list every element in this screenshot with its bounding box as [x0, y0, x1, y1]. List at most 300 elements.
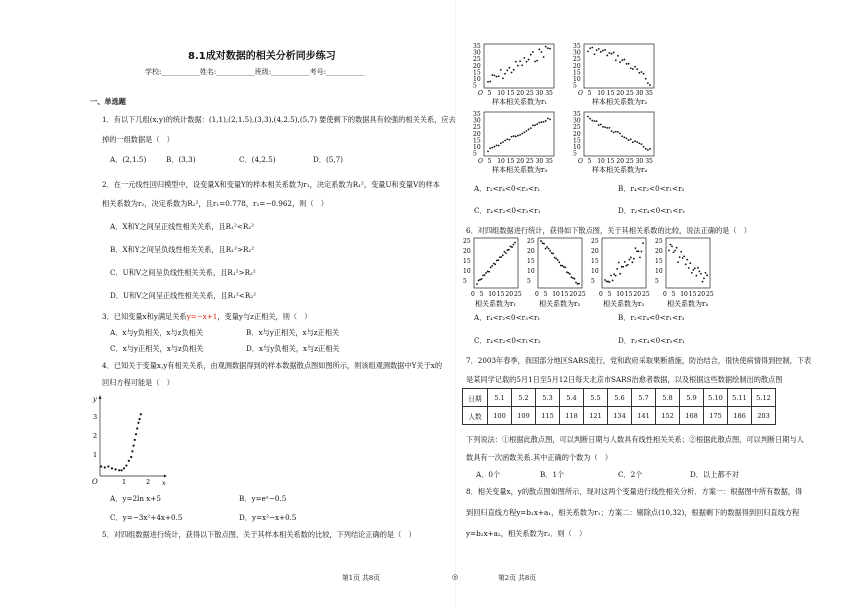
- q5-point: [628, 63, 630, 65]
- q6-panel-frame: [602, 238, 646, 288]
- q2-option-c[interactable]: C．U和V之间呈负线性相关关系，且R₁²>R₂²: [110, 268, 256, 277]
- q5-xtick: 10: [597, 90, 605, 97]
- q4-point: [128, 460, 130, 462]
- q5-point: [500, 142, 502, 144]
- q6-point: [502, 254, 504, 256]
- q5-panel-4: [573, 111, 654, 174]
- q4-point: [125, 464, 127, 466]
- q7-count-cell: 100: [488, 407, 512, 425]
- q6-xtick: 20: [569, 291, 578, 298]
- q4-point: [118, 469, 120, 471]
- q5-xtick: 5: [487, 90, 492, 97]
- q6-point: [572, 277, 574, 279]
- q6-ytick: 25: [655, 238, 663, 245]
- q6-point: [548, 248, 550, 250]
- q6-point: [609, 281, 611, 283]
- q5-point: [523, 57, 525, 59]
- q5-xtick: O: [478, 90, 483, 97]
- q6-option-c[interactable]: C．r₄<r₂<0<r₁<r₃: [474, 336, 541, 345]
- q6-point: [676, 247, 678, 249]
- q7-after-line2: 数具有一次函数关系.其中正确的个数为（ ）: [466, 453, 613, 462]
- q2-option-a[interactable]: A．X和Y之间呈正线性相关关系，且R₁²<R₂²: [110, 222, 255, 231]
- q5-panel-label: 样本相关系数为r₃: [492, 166, 548, 174]
- q6-point: [622, 266, 624, 268]
- q5-ytick: 15: [473, 137, 481, 145]
- q6-ytick: 15: [655, 258, 663, 265]
- q6-point: [567, 272, 569, 274]
- q5-point: [636, 68, 638, 70]
- q5-xtick: 35: [645, 90, 653, 97]
- q7-option-b[interactable]: B．1个: [540, 470, 565, 479]
- q5-ytick: 30: [573, 49, 581, 57]
- q5-ytick: 10: [573, 144, 581, 151]
- q6-point: [668, 250, 670, 252]
- q5-option-b[interactable]: B．r₄<r₂<0<r₁<r₃: [618, 184, 685, 193]
- q5-ytick: 20: [573, 62, 581, 70]
- q6-point: [481, 278, 483, 280]
- section-heading: 一、单选题: [90, 97, 126, 106]
- q5-point: [596, 49, 598, 51]
- q5-xtick: 30: [635, 158, 644, 165]
- q6-point: [685, 263, 687, 265]
- q6-ytick: 10: [463, 268, 471, 275]
- q6-xtick: 20: [633, 291, 642, 298]
- q3-option-c[interactable]: C．x与y正相关，x与z负相关: [110, 344, 204, 353]
- q6-panel-3: [591, 238, 650, 308]
- q6-point: [683, 255, 685, 257]
- q5-xtick: 35: [645, 158, 653, 165]
- q6-ytick: 10: [655, 268, 663, 275]
- q6-panel-2: [527, 238, 586, 308]
- q5-panel-label: 样本相关系数为r₁: [492, 98, 548, 106]
- q6-xtick: 25: [578, 291, 586, 298]
- q5-xtick: 35: [545, 158, 553, 165]
- q6-ytick: 5: [591, 278, 595, 285]
- q6-point: [630, 257, 632, 259]
- q7-date-cell: 5.9: [680, 389, 704, 407]
- q5-xtick: 15: [506, 158, 515, 165]
- q6-panel-frame: [474, 238, 518, 288]
- q2-stem-line1: 2．在一元线性回归模型中，设变量X和变量Y的样本相关系数为r₁，决定系数为R₁²，变量U和变量V的样本: [102, 180, 440, 189]
- q7-table-row-dates: [463, 389, 776, 407]
- q4-x-arrow: [164, 475, 167, 478]
- q6-point: [479, 279, 481, 281]
- q6-xtick: 10: [680, 291, 688, 298]
- q5-option-c[interactable]: C．r₄<r₂<0<r₃<r₁: [474, 206, 541, 215]
- q5-point: [517, 65, 519, 67]
- q5-point: [532, 51, 534, 53]
- q6-point: [503, 251, 505, 253]
- q6-point: [671, 245, 673, 247]
- q7-count-cell: 121: [584, 407, 608, 425]
- q5-panel-1: [473, 43, 554, 106]
- q6-ytick: 25: [463, 238, 471, 245]
- q5-option-d[interactable]: D．r₂<r₄<0<r₁<r₃: [618, 206, 685, 215]
- q4-point: [111, 467, 113, 469]
- q6-xtick: 5: [479, 291, 484, 298]
- q6-point: [618, 262, 620, 264]
- q5-point: [515, 136, 517, 138]
- page-title: 8.1成对数据的相关分析同步练习: [188, 51, 336, 62]
- q4-point: [130, 456, 132, 458]
- q6-point: [639, 257, 641, 259]
- q4-point: [123, 467, 125, 469]
- q5-point: [619, 61, 621, 63]
- q6-xtick: 20: [505, 291, 514, 298]
- q5-point: [636, 141, 638, 143]
- footer-center-mark: ◎: [452, 573, 459, 581]
- q5-point: [543, 121, 545, 123]
- q6-ytick: 5: [463, 278, 467, 285]
- q5-xtick: 25: [526, 90, 534, 97]
- q6-xtick: 5: [607, 291, 612, 298]
- q5-point: [649, 84, 651, 86]
- q4-point: [134, 439, 136, 441]
- q7-date-cell: 5.8: [656, 389, 680, 407]
- q5-xtick: 25: [626, 158, 634, 165]
- q6-point: [496, 260, 498, 262]
- q5-ytick: 10: [473, 76, 481, 83]
- q5-point: [515, 61, 517, 63]
- q4-stem-line1: 4．已知关于变量x,y有相关关系，由观测数据得到的样本数据散点图如图所示，则该组观测数据中Y关于x的: [102, 361, 443, 370]
- q1-stem-line1: 1．有以下几组(x,y)的统计数据：(1,1),(2,1.5),(3,3),(4,2.5),(5,7) 要使剩下的数据具有较强的相关关系，应去: [102, 115, 456, 124]
- q7-count-cell: 134: [608, 407, 632, 425]
- q5-ytick: 10: [573, 76, 581, 83]
- q4-point: [133, 445, 135, 447]
- q5-point: [641, 143, 643, 145]
- q5-ytick: 5: [473, 150, 477, 158]
- q5-ytick: 30: [573, 117, 581, 125]
- q7-data-table: [462, 388, 776, 425]
- q7-count-cell: 152: [656, 407, 680, 425]
- q5-point: [649, 148, 651, 150]
- q6-point: [638, 250, 640, 252]
- q1-option-d[interactable]: D．(5,7): [313, 155, 343, 164]
- q4-origin-label: O: [92, 478, 98, 486]
- q5-point: [526, 61, 528, 63]
- q5-point: [541, 121, 543, 123]
- q5-ytick: 35: [473, 43, 481, 50]
- q6-point: [604, 279, 606, 281]
- q6-panel-frame: [538, 238, 582, 288]
- q5-panel-label: 样本相关系数为r₂: [592, 98, 648, 106]
- q6-point: [691, 272, 693, 274]
- q6-point: [686, 259, 688, 261]
- q7-date-cell: 5.2: [512, 389, 536, 407]
- q6-panel-label: 相关系数为r₃: [603, 300, 645, 308]
- q6-point: [476, 283, 478, 285]
- q6-point: [497, 259, 499, 261]
- q5-xtick: 30: [535, 90, 544, 97]
- q7-count-cell: 186: [728, 407, 752, 425]
- q4-point: [131, 450, 133, 452]
- q6-point: [682, 257, 684, 259]
- q5-ytick: 30: [473, 49, 481, 57]
- q6-point: [688, 267, 690, 269]
- q5-point: [600, 51, 602, 53]
- q6-point: [505, 252, 507, 254]
- q6-point: [610, 275, 612, 277]
- q6-point: [631, 261, 633, 263]
- q5-point: [545, 46, 547, 48]
- q5-xtick: 20: [516, 90, 525, 97]
- q6-ytick: 15: [591, 258, 599, 265]
- q5-point: [519, 134, 521, 136]
- q6-point: [491, 265, 493, 267]
- q5-point: [534, 61, 536, 63]
- q6-xtick: 0: [471, 291, 475, 298]
- q5-ytick: 35: [573, 111, 581, 118]
- q5-point: [532, 124, 534, 126]
- q4-option-c[interactable]: C．y=−3x²+4x+0.5: [110, 513, 183, 522]
- q6-point: [543, 243, 545, 245]
- q6-point: [700, 273, 702, 275]
- q7-date-cell: 5.5: [584, 389, 608, 407]
- q5-point: [641, 71, 643, 73]
- q5-point: [530, 127, 532, 129]
- q5-point: [634, 140, 636, 142]
- q6-xtick: 15: [496, 291, 505, 298]
- q5-ytick: 15: [573, 137, 581, 145]
- q6-ytick: 20: [463, 248, 471, 255]
- q6-option-d[interactable]: D．r₂<r₄<0<r₃<r₁: [618, 336, 685, 345]
- q5-xtick: 15: [506, 90, 515, 97]
- q5-point: [587, 50, 589, 52]
- q6-panel-label: 相关系数为r₂: [539, 300, 581, 308]
- q7-stem-line2: 是某同学记载的5月1日至5月12日每天北京市SARS治愈者数据，以及根据这些数据绘制出的散点图: [466, 375, 783, 384]
- q7-count-cell: 115: [536, 407, 560, 425]
- q7-count-cell: 175: [704, 407, 728, 425]
- q5-point: [626, 137, 628, 139]
- q3-stem: [102, 312, 311, 321]
- q5-point: [541, 51, 543, 53]
- q5-point: [630, 138, 632, 140]
- q6-xtick: 10: [552, 291, 560, 298]
- q6-point: [680, 251, 682, 253]
- q6-point: [695, 275, 697, 277]
- q5-point: [489, 81, 491, 83]
- q5-ytick: 20: [473, 130, 481, 138]
- q6-ytick: 5: [527, 278, 531, 285]
- q6-point: [575, 282, 577, 284]
- footer-page-left: 第1页 共8页: [342, 574, 380, 582]
- q7-option-d[interactable]: D．以上都不对: [690, 470, 739, 479]
- q8-stem-line2: 到回归直线方程y=b₁x+a₁，相关系数为r₁；方案二：剔除点(10,32)，根据剩下的数据得到回归直线方程: [466, 508, 800, 517]
- q5-xtick: 20: [616, 90, 625, 97]
- q5-point: [496, 145, 498, 147]
- q5-xtick: 10: [597, 158, 605, 165]
- q6-ytick: 15: [463, 258, 471, 265]
- q6-xtick: 5: [671, 291, 676, 298]
- q4-ytick-3: 3: [93, 413, 98, 421]
- q5-point: [528, 129, 530, 131]
- q5-point: [602, 50, 604, 52]
- q6-point: [552, 253, 554, 255]
- q6-point: [694, 267, 696, 269]
- q5-point: [598, 48, 600, 50]
- q7-date-cell: 5.10: [704, 389, 728, 407]
- q6-point: [546, 246, 548, 248]
- q6-point: [571, 276, 573, 278]
- q6-option-a[interactable]: A．r₄<r₂<0<r₃<r₁: [474, 313, 541, 322]
- q4-option-b[interactable]: B．y=eˣ−0.5: [239, 494, 287, 503]
- q6-point: [616, 268, 618, 270]
- q6-point: [488, 271, 490, 273]
- q5-point: [604, 126, 606, 128]
- q6-xtick: 5: [543, 291, 548, 298]
- q3-option-a[interactable]: A．x与y负相关，x与z负相关: [110, 328, 204, 337]
- q5-point: [596, 120, 598, 122]
- q5-point: [632, 141, 634, 143]
- q4-point: [137, 422, 139, 424]
- q5-point: [513, 135, 515, 137]
- q5-xtick: 20: [516, 158, 525, 165]
- q5-point: [536, 123, 538, 125]
- q2-option-b[interactable]: B．X和Y之间呈负线性相关关系，且R₁²>R₂²: [110, 245, 255, 254]
- q6-point: [692, 269, 694, 271]
- q5-point: [502, 141, 504, 143]
- q6-panel-1: [463, 238, 522, 308]
- q6-xtick: 0: [535, 291, 539, 298]
- q6-point: [679, 256, 681, 258]
- q6-point: [558, 261, 560, 263]
- q5-point: [617, 55, 619, 57]
- q6-point: [627, 264, 629, 266]
- q5-point: [511, 136, 513, 138]
- q5-panel-label: 样本相关系数为r₄: [592, 166, 648, 174]
- q6-xtick: 15: [624, 291, 633, 298]
- q4-stem-line2: 回归方程可能是（ ）: [102, 378, 174, 387]
- q6-point: [514, 242, 516, 244]
- q4-point: [136, 427, 138, 429]
- q5-point: [628, 139, 630, 141]
- q6-ytick: 25: [591, 238, 599, 245]
- q5-point: [638, 72, 640, 74]
- q5-point: [517, 135, 519, 137]
- q5-point: [623, 59, 625, 61]
- q3-stem-text-end: ，变量y与z正相关，则（ ）: [217, 312, 312, 321]
- q6-ytick: 5: [655, 278, 659, 285]
- q5-point: [647, 82, 649, 84]
- q5-xtick: 15: [606, 90, 615, 97]
- q5-option-a[interactable]: A．r₂<r₄<0<r₃<r₁: [474, 184, 541, 193]
- q1-option-b[interactable]: B．(3,3): [166, 155, 196, 164]
- q5-point: [621, 59, 623, 61]
- q6-panel-label: 相关系数为r₄: [667, 300, 709, 308]
- q5-point: [511, 72, 513, 74]
- q7-date-header: 日期: [463, 389, 488, 407]
- q4-point: [121, 469, 123, 471]
- q5-point: [489, 147, 491, 149]
- q5-point: [615, 59, 617, 61]
- q5-ytick: 5: [573, 150, 577, 158]
- q5-point: [504, 140, 506, 142]
- q6-point: [699, 271, 701, 273]
- q6-ytick: 20: [527, 248, 535, 255]
- q5-point: [645, 148, 647, 150]
- q5-ytick: 20: [473, 62, 481, 70]
- q5-point: [647, 149, 649, 151]
- q7-option-c[interactable]: C．2个: [618, 470, 643, 479]
- q3-option-b[interactable]: B．x与y正相关，x与z正相关: [246, 328, 340, 337]
- q5-point: [545, 120, 547, 122]
- q7-date-cell: 5.1: [488, 389, 512, 407]
- q6-option-b[interactable]: B．r₂<r₄<0<r₁<r₃: [618, 313, 685, 322]
- q5-point: [494, 146, 496, 148]
- q5-point: [645, 78, 647, 80]
- q5-xtick: 35: [545, 90, 553, 97]
- q6-xtick: 20: [697, 291, 706, 298]
- q6-point: [674, 250, 676, 252]
- q5-point: [498, 145, 500, 147]
- q6-point: [697, 267, 699, 269]
- q7-count-cell: 168: [680, 407, 704, 425]
- q5-point: [594, 120, 596, 122]
- q6-point: [624, 261, 626, 263]
- q6-point: [635, 247, 637, 249]
- q5-ytick: 35: [573, 43, 581, 50]
- q6-point: [619, 273, 621, 275]
- q7-date-cell: 5.6: [608, 389, 632, 407]
- q7-count-header: 人数: [463, 407, 488, 425]
- q6-point: [612, 280, 614, 282]
- q6-point: [549, 250, 551, 252]
- q4-option-a[interactable]: A．y=2ln x+5: [110, 494, 161, 503]
- q6-point: [578, 283, 580, 285]
- q5-ytick: 25: [573, 56, 581, 64]
- q1-option-c[interactable]: C．(4,2.5): [239, 155, 276, 164]
- q5-point: [619, 133, 621, 135]
- q6-point: [689, 262, 691, 264]
- q7-table-row-counts: [463, 407, 776, 425]
- q6-ytick: 20: [655, 248, 663, 255]
- q6-point: [478, 280, 480, 282]
- q5-point: [608, 52, 610, 54]
- q5-point: [504, 73, 506, 75]
- q5-point: [600, 124, 602, 126]
- q5-point: [608, 127, 610, 129]
- q5-xtick: 10: [497, 90, 505, 97]
- q4-x-label: x: [162, 479, 166, 487]
- footer-page-right: 第2页 共8页: [498, 574, 536, 582]
- q3-option-d[interactable]: D．x与y负相关，x与z正相关: [246, 344, 340, 353]
- q1-stem-line2: 掉的一组数据是（ ）: [102, 135, 174, 144]
- q5-point: [506, 138, 508, 140]
- q5-point: [606, 127, 608, 129]
- q5-xtick: 30: [635, 90, 644, 97]
- q6-ytick: 25: [527, 238, 535, 245]
- q1-option-a[interactable]: A．(2,1.5): [110, 155, 147, 164]
- q6-xtick: 0: [663, 291, 667, 298]
- q6-point: [677, 261, 679, 263]
- q6-point: [561, 265, 563, 267]
- q5-point: [534, 124, 536, 126]
- q6-ytick: 10: [591, 268, 599, 275]
- q6-xtick: 0: [599, 291, 603, 298]
- q4-point: [139, 418, 141, 420]
- q7-option-a[interactable]: A．0个: [476, 470, 501, 479]
- q7-count-cell: 109: [512, 407, 536, 425]
- q6-point: [577, 283, 579, 285]
- q4-ytick-1: 1: [93, 451, 98, 459]
- q5-point: [623, 136, 625, 138]
- q4-point: [135, 433, 137, 435]
- q4-option-d[interactable]: D．y=x²−x+0.5: [239, 513, 297, 522]
- q7-count-cell: 141: [632, 407, 656, 425]
- q2-option-d[interactable]: D．U和V之间呈正线性相关关系，且R₁²<R₂²: [110, 291, 257, 300]
- q7-date-cell: 5.7: [632, 389, 656, 407]
- q6-xtick: 15: [688, 291, 697, 298]
